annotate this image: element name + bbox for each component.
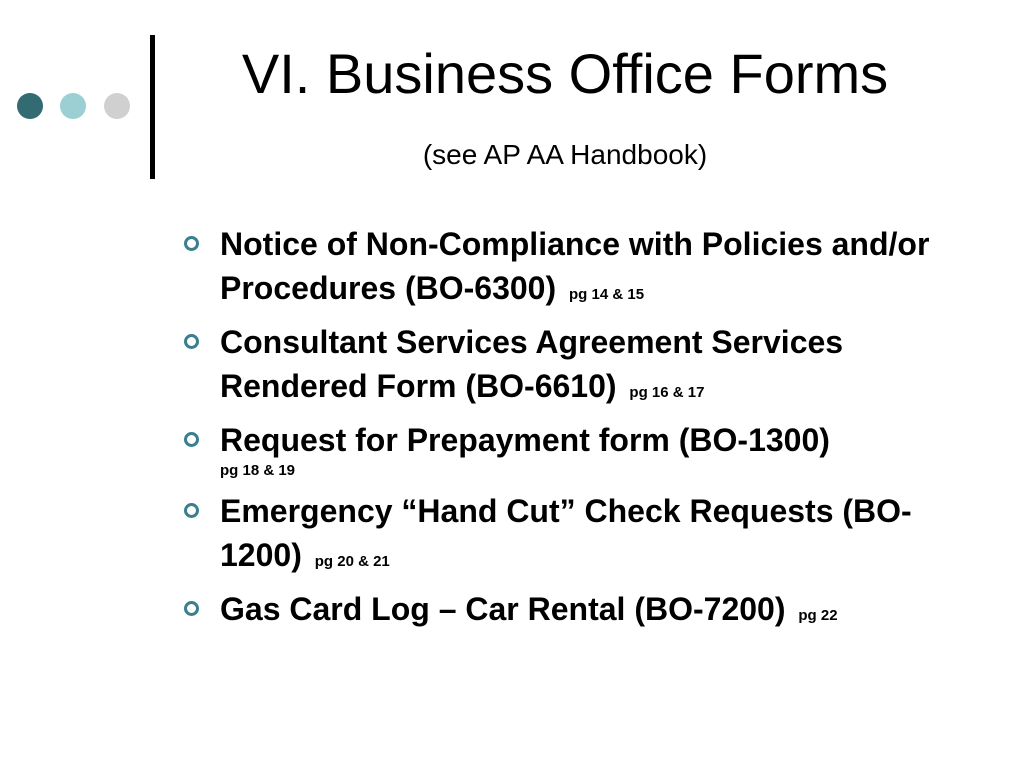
decorative-dot-teal: [60, 93, 86, 119]
bullet-item-bo-1300: [184, 418, 964, 479]
bullet-marker-icon: [184, 432, 199, 447]
bullet-text: Emergency “Hand Cut” Check Requests (BO-1200): [220, 493, 912, 573]
page-reference: pg 20 & 21: [314, 553, 390, 570]
page-reference: pg 16 & 17: [629, 384, 705, 401]
page-reference: pg 18 & 19: [220, 462, 296, 479]
bullet-item-bo-7200: [184, 587, 964, 631]
bullet-item-bo-6300: [184, 222, 964, 310]
bullet-text: Consultant Services Agreement Services Rendered Form (BO-6610): [220, 324, 844, 404]
bullet-marker-icon: [184, 503, 199, 518]
bullet-marker-icon: [184, 236, 199, 251]
bullet-item-bo-1200: [184, 489, 964, 577]
slide-title: VI. Business Office Forms: [241, 42, 889, 105]
page-reference: pg 22: [798, 607, 838, 624]
title-divider-line: [150, 35, 155, 179]
slide-subtitle: (see AP AA Handbook): [422, 139, 708, 170]
decorative-dot-dark: [17, 93, 43, 119]
bullet-text: Request for Prepayment form (BO-1300): [220, 422, 830, 458]
bullet-marker-icon: [184, 601, 199, 616]
bullet-text: Notice of Non-Compliance with Policies and/or Procedures (BO-6300): [220, 226, 930, 306]
bullet-marker-icon: [184, 334, 199, 349]
decorative-dot-grey: [104, 93, 130, 119]
decorative-dots: [14, 93, 134, 121]
bullet-text: Gas Card Log – Car Rental (BO-7200): [220, 591, 786, 627]
bullet-list: [184, 222, 964, 641]
page-reference: pg 14 & 15: [569, 286, 645, 303]
bullet-item-bo-6610: [184, 320, 964, 408]
